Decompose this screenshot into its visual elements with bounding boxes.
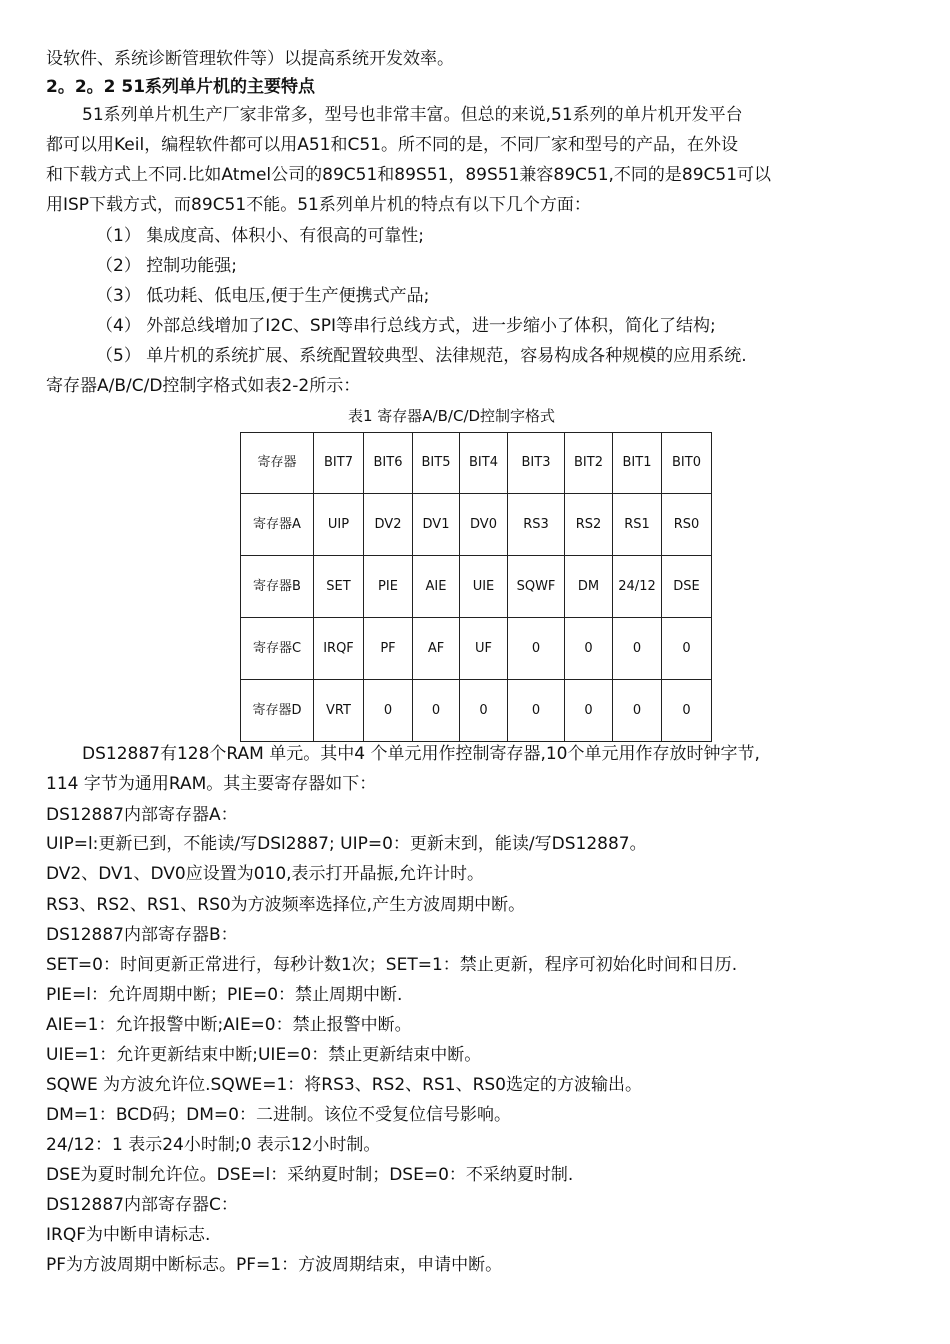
table-cell: 0 (565, 618, 613, 680)
table-cell: DV1 (413, 494, 460, 556)
table-cell: 0 (364, 680, 413, 742)
paragraph-line: 114 字节为通用RAM。其主要寄存器如下： (46, 774, 377, 794)
table-cell: VRT (314, 680, 364, 742)
table-header-cell: BIT6 (364, 433, 413, 494)
table-cell: DV0 (460, 494, 508, 556)
table-header-cell: 寄存器 (241, 433, 314, 494)
feature-item: （5） 单片机的系统扩展、系统配置较典型、法律规范，容易构成各种规模的应用系统. (96, 346, 747, 366)
table-cell: RS1 (613, 494, 662, 556)
table-cell: 0 (413, 680, 460, 742)
paragraph-line: 和下载方式上不同.比如Atmel公司的89C51和89S51，89S51兼容89C51,不同的是89C51可以 (46, 165, 772, 185)
detail-line: SQWE 为方波允许位.SQWE=1：将RS3、RS2、RS1、RS0选定的方波输出。 (46, 1075, 642, 1095)
detail-line: DV2、DV1、DV0应设置为010,表示打开晶振,允许计时。 (46, 864, 484, 884)
table-cell: UF (460, 618, 508, 680)
table-row (241, 556, 712, 618)
paragraph-line: 都可以用Keil，编程软件都可以用A51和C51。所不同的是，不同厂家和型号的产品，在外设 (46, 135, 738, 155)
table-cell: 寄存器D (241, 680, 314, 742)
register-format-table (240, 432, 712, 742)
table-cell: 寄存器C (241, 618, 314, 680)
detail-line: DS12887内部寄存器A： (46, 805, 238, 825)
table-cell: AIE (413, 556, 460, 618)
table-cell: 0 (662, 618, 712, 680)
intro-line: 设软件、系统诊断管理软件等）以提高系统开发效率。 (46, 49, 454, 69)
table-cell: 0 (565, 680, 613, 742)
table-cell: SET (314, 556, 364, 618)
detail-line: IRQF为中断申请标志. (46, 1225, 211, 1245)
table-header-cell: BIT5 (413, 433, 460, 494)
table-cell: 0 (662, 680, 712, 742)
detail-line: SET=0：时间更新正常进行，每秒计数1次；SET=1：禁止更新，程序可初始化时间和日历. (46, 955, 738, 975)
table-intro: 寄存器A/B/C/D控制字格式如表2-2所示： (46, 376, 361, 396)
table-cell: PIE (364, 556, 413, 618)
detail-line: DS12887内部寄存器C： (46, 1195, 238, 1215)
table-cell: AF (413, 618, 460, 680)
table-cell: SQWF (508, 556, 565, 618)
feature-item: （2） 控制功能强; (96, 256, 237, 276)
table-cell: RS0 (662, 494, 712, 556)
table-cell: DV2 (364, 494, 413, 556)
table-cell: DM (565, 556, 613, 618)
feature-item: （3） 低功耗、低电压,便于生产便携式产品; (96, 286, 430, 306)
table-header-cell: BIT2 (565, 433, 613, 494)
detail-line: UIE=1：允许更新结束中断;UIE=0：禁止更新结束中断。 (46, 1045, 482, 1065)
table-cell: 0 (613, 680, 662, 742)
table-row (241, 680, 712, 742)
table-cell: 0 (508, 680, 565, 742)
table-cell: 寄存器B (241, 556, 314, 618)
detail-line: DM=1：BCD码；DM=0：二进制。该位不受复位信号影响。 (46, 1105, 511, 1125)
feature-item: （4） 外部总线增加了I2C、SPI等串行总线方式，进一步缩小了体积，简化了结构; (96, 316, 716, 336)
table-cell: DSE (662, 556, 712, 618)
table-row (241, 494, 712, 556)
detail-line: AIE=1：允许报警中断;AIE=0：禁止报警中断。 (46, 1015, 412, 1035)
table-header-row (241, 433, 712, 494)
table-cell: RS3 (508, 494, 565, 556)
paragraph-line: 51系列单片机生产厂家非常多，型号也非常丰富。但总的来说,51系列的单片机开发平台 (82, 105, 743, 125)
section-heading: 2。2。2 51系列单片机的主要特点 (46, 77, 316, 97)
feature-item: （1） 集成度高、体积小、有很高的可靠性; (96, 226, 424, 246)
table-header-cell: BIT0 (662, 433, 712, 494)
detail-line: RS3、RS2、RS1、RS0为方波频率选择位,产生方波周期中断。 (46, 895, 526, 915)
detail-line: 24/12：1 表示24小时制;0 表示12小时制。 (46, 1135, 381, 1155)
table-cell: UIE (460, 556, 508, 618)
table-header-cell: BIT4 (460, 433, 508, 494)
table-cell: IRQF (314, 618, 364, 680)
table-caption: 表1 寄存器A/B/C/D控制字格式 (348, 407, 556, 425)
paragraph-line: 用ISP下载方式，而89C51不能。51系列单片机的特点有以下几个方面： (46, 195, 591, 215)
table-cell: UIP (314, 494, 364, 556)
table-cell: PF (364, 618, 413, 680)
paragraph-line: DS12887有128个RAM 单元。其中4 个单元用作控制寄存器,10个单元用作存放时钟字节, (82, 744, 760, 764)
table-cell: 0 (508, 618, 565, 680)
table-row (241, 618, 712, 680)
detail-line: DS12887内部寄存器B： (46, 925, 238, 945)
table-header-cell: BIT3 (508, 433, 565, 494)
table-cell: RS2 (565, 494, 613, 556)
table-cell: 24/12 (613, 556, 662, 618)
table-cell: 0 (613, 618, 662, 680)
table-cell: 0 (460, 680, 508, 742)
detail-line: PF为方波周期中断标志。PF=1：方波周期结束，申请中断。 (46, 1255, 503, 1275)
table-header-cell: BIT7 (314, 433, 364, 494)
detail-line: PIE=l：允许周期中断；PIE=0：禁止周期中断. (46, 985, 403, 1005)
detail-line: DSE为夏时制允许位。DSE=l：采纳夏时制；DSE=0：不采纳夏时制. (46, 1165, 574, 1185)
table-cell: 寄存器A (241, 494, 314, 556)
table-header-cell: BIT1 (613, 433, 662, 494)
detail-line: UIP=l:更新已到，不能读/写DSl2887; UIP=0：更新末到，能读/写DS12887。 (46, 834, 647, 854)
